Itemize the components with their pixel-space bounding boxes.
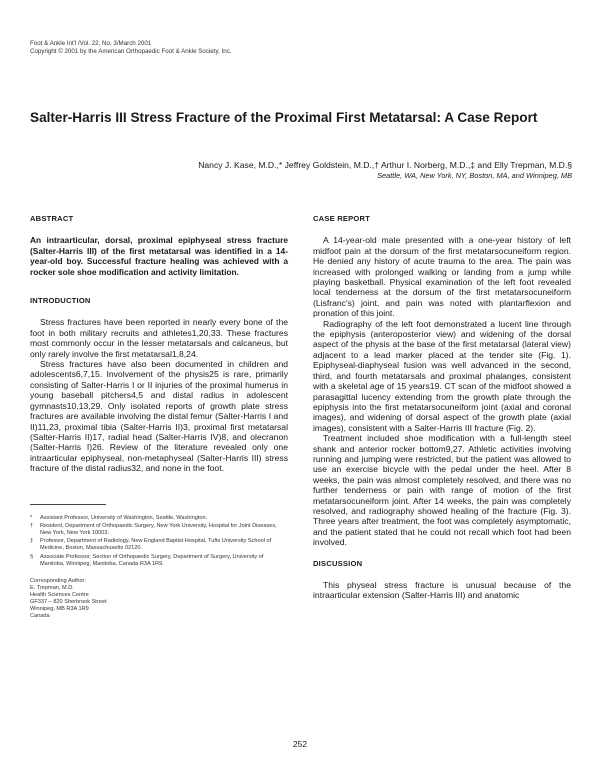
- journal-copyright: Copyright © 2001 by the American Orthopaedic Foot & Ankle Society, Inc.: [30, 48, 232, 55]
- footnote-text: Resident, Department of Orthopaedic Surgery, New York University, Hospital for Joint Diseases, New York, New York 10003.: [40, 522, 277, 536]
- correspondence-line: Canada: [30, 612, 50, 619]
- correspondence-line: Winnipeg, MB R3A 1R9: [30, 605, 89, 612]
- case-report-paragraph: A 14-year-old male presented with a one-year history of left midfoot pain at the dorsum of the first metatarsocuneiform region. He denied any history of acute trauma to the area. The pain was increased with prolonged walking or landing from a jump while playing basketball. Physical examination of the left foot revealed local tenderness at the dorsum of the first metatarsocuneiform (Lisfranc's) joint, and pain was noted with plantarflexion and pronation of this joint.: [313, 235, 571, 319]
- author-list: Nancy J. Kase, M.D.,* Jeffrey Goldstein, M.D.,† Arthur I. Norberg, M.D.,‡ and Elly Trepman, M.D.§: [198, 160, 572, 170]
- abstract-heading: ABSTRACT: [30, 214, 74, 223]
- discussion-paragraph: This physeal stress fracture is unusual because of the intraarticular extension (Salter-Harris III) and anatomic: [313, 580, 571, 601]
- abstract-text: An intraarticular, dorsal, proximal epiphyseal stress fracture (Salter-Harris III) of the first metatarsal was identified in a 14-year-old boy. Successful fracture healing was achieved with a rocker sole shoe modification and activity limitation.: [30, 235, 288, 277]
- case-report-paragraph: Treatment included shoe modification with a full-length steel shank and anterior rocker bottom9,27. Athletic activities involving running and jumping were restricted, but the patient was allowed to use an exercise bicycle with the pedal under the heel. After 8 weeks, the pain was almost completely resolved, and there was no further tenderness or pain with range of motion of the first metatarsocuneiform joint. After 14 weeks, the pain was completely resolved, and radiography showed healing of the fracture (Fig. 3). Three years after treatment, the foot was completely asymptomatic, and the patient stated that he could not recall which foot had been involved.: [313, 433, 571, 548]
- footnote-mark: §: [30, 553, 34, 560]
- footnote-mark: *: [30, 514, 33, 521]
- right-column: [313, 214, 571, 601]
- correspondence-line: GF337 – 820 Sherbrook Street: [30, 598, 107, 605]
- footnote: [30, 515, 288, 522]
- discussion-heading: DISCUSSION: [313, 558, 363, 568]
- footnote: [30, 554, 288, 568]
- correspondence-label: Corresponding Author:: [30, 577, 86, 584]
- discussion-section: [313, 559, 571, 601]
- introduction-heading: INTRODUCTION: [30, 296, 91, 306]
- footnote-text: Professor, Department of Radiology, New England Baptist Hospital, Tufts University School of Medicine, Boston, Massachusetts 02120.: [40, 538, 272, 552]
- footnote: [30, 523, 288, 537]
- introduction-paragraph: Stress fractures have been reported in nearly every bone of the foot in both military recruits and athletes1,20,33. These fractures most commonly occur in the lesser metatarsals and calcaneus, but only rarely involve the first metatarsal1,8,24.: [30, 317, 288, 359]
- journal-citation: Foot & Ankle Int'l /Vol. 22, No. 3/March 2001: [30, 40, 152, 47]
- footnote-mark: †: [30, 522, 34, 529]
- footnotes: [30, 515, 288, 568]
- footnote-divider: [30, 504, 106, 505]
- introduction-paragraph: Stress fractures have also been documented in children and adolescents6,7,15. Involvement of the physis25 is rare, primarily consisting of Salter-Harris I or II injuries of the proximal humerus in young baseball pitchers4,5 and distal radius in adolescent gymnasts10,13,29. Only isolated reports of growth plate stress fractures are available involving the distal femur (Salter-Harris I and II)11,23, proximal tibia (Salter-Harris II)3, proximal first metatarsal (Salter-Harris II)17, radial head (Salter-Harris IV)8, and olecranon (Salter-Harris I)26. Review of the literature revealed only one intraarticular epiphyseal, non-metaphyseal (Salter-Harris III) stress fracture of the distal radius32, and none in the foot.: [30, 359, 288, 474]
- correspondence-line: Health Sciences Centre: [30, 591, 89, 598]
- footnote: [30, 538, 288, 552]
- case-report-paragraph: Radiography of the left foot demonstrated a lucent line through the epiphysis (anteroposterior view) and widening of the dorsal aspect of the physis at the base of the first metatarsal (lateral view) adjacent to a lead marker placed at the tender site (Fig. 1). Epiphyseal-diaphyseal fusion was well advanced in the second, third, and fourth metatarsals and proximal phalanges, consistent with a skeletal age of 15 years19. CT scan of the midfoot showed a parasagittal lucency extending from the growth plate through the epiphysis into the first metatarsocuneiform joint (axial and coronal images), and widening of dorsal aspect of the growth plate (axial images), consistent with a Salter-Harris III fracture (Fig. 2).: [313, 318, 571, 433]
- case-report-heading: CASE REPORT: [313, 214, 371, 223]
- footnote-text: Assistant Professor, University of Washington, Seattle, Washington.: [40, 514, 208, 521]
- author-locations: Seattle, WA, New York, NY, Boston, MA, and Winnipeg, MB: [377, 171, 572, 180]
- correspondence-block: [30, 578, 288, 620]
- left-column: [30, 214, 288, 620]
- footnote-text: Associate Professor, Section of Orthopaedic Surgery, Department of Surgery, University of Manitoba, Winnipeg, Manitoba, Canada R3A 1R9.: [40, 553, 264, 567]
- article-title: Salter-Harris III Stress Fracture of the Proximal First Metatarsal: A Case Report: [30, 110, 538, 125]
- journal-header: [30, 40, 232, 56]
- page-number: 252: [293, 739, 307, 749]
- footnote-mark: ‡: [30, 538, 34, 545]
- author-block: [92, 160, 572, 181]
- correspondence-line: E. Trepman, M.D.: [30, 584, 74, 591]
